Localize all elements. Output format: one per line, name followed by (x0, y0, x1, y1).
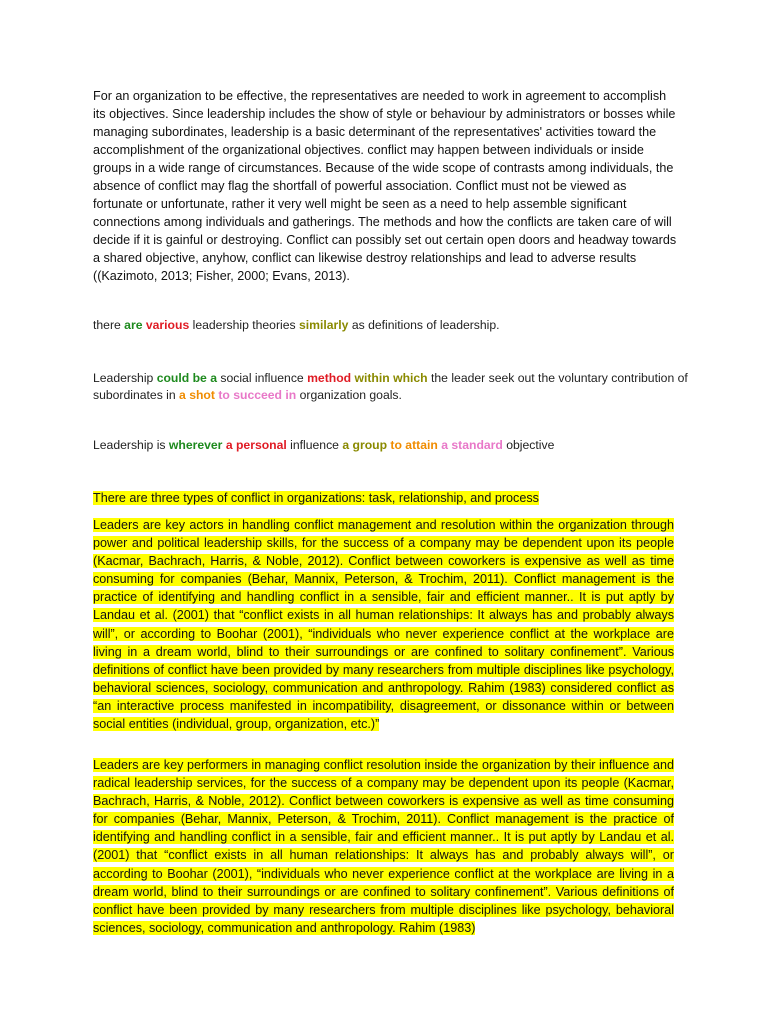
text-run: Leadership (93, 371, 157, 385)
text-run-olive: similarly (299, 318, 349, 332)
highlighted-paragraph-2-text: Leaders are key performers in managing conflict resolution inside the organization by their influence and radical leadership services, for the success of a company may be dependent upon its people (Kacmar, Bachrach, Harris, & Noble, 2012). Conflict between coworkers is expensive as well as time consuming for companies (Behar, Mannix, Peterson, & Trochim, 2011). Conflict management is the practice of identifying and handling conflict in a sensible, fair and efficient manner.. It is put aptly by Landau et al. (2001) that “conflict exists in all human relationships: It always has and probably always will”, or according to Boohar (2001), “individuals who never experience conflict at the workplace are living in a dream world, blind to their surroundings or are confined to solitary confinement”. Various definitions of conflict have been provided by many researchers from multiple disciplines like psychology, behavioral sciences, sociology, communication and anthropology. Rahim (1983) (93, 758, 674, 935)
highlighted-heading-text: There are three types of conflict in organizations: task, relationship, and process (93, 491, 539, 505)
intro-paragraph: For an organization to be effective, the representatives are needed to work in agreement to accomplish its objectives. Since leadership includes the show of style or behaviour by administrators or bosses while managing subordinates, leadership is a basic determinant of the representatives' activities toward the accomplishment of the organizational objectives. conflict may happen between individuals or inside groups in a wide range of circumstances. Because of the wide scope of contrasts among individuals, the absence of conflict may flag the shortfall of powerful association. Conflict must not be viewed as fortunate or unfortunate, rather it very well might be seen as a need to help assemble significant connections among individuals and gatherings. The methods and how the conflicts are taken care of will decide if it is gainful or destroying. Conflict can possibly set out certain open doors and headway towards a shared objective, anyhow, conflict can likewise destroy relationships and lead to adverse results ((Kazimoto, 2013; Fisher, 2000; Evans, 2013). (93, 89, 677, 283)
text-run-green: wherever (168, 438, 223, 452)
text-run-red: a personal (225, 438, 287, 452)
highlighted-heading (93, 489, 678, 507)
text-run: leadership theories (189, 318, 299, 332)
text-run: the leader seek out the voluntary contribution of subordinates in (93, 371, 688, 402)
colored-sentence-2 (93, 370, 693, 404)
highlighted-paragraph-1-text: Leaders are key actors in handling conflict management and resolution within the organization through power and political leadership skills, for the success of a company may be dependent upon its people (Kacmar, Bachrach, Harris, & Noble, 2012). Conflict between coworkers is expensive as well as time consuming for companies (Behar, Mannix, Peterson, & Trochim, 2011). Conflict management is the practice of identifying and handling conflict in a sensible, fair and efficient manner.. It is put aptly by Landau et al. (2001) that “conflict exists in all human relationships: It always has and probably always will”, or according to Boohar (2001), “individuals who never experience conflict at the workplace are living in a dream world, blind to their surroundings or are confined to solitary confinement”. Various definitions of conflict have been provided by many researchers from multiple disciplines like psychology, behavioral sciences, sociology, communication and anthropology. Rahim (1983) considered conflict as “an interactive process manifested in incompatibility, disagreement, or dissonance within or between social entities (individual, group, organization, etc.)” (93, 518, 674, 732)
text-run: objective (502, 438, 555, 452)
text-run-pink: to succeed in (218, 388, 297, 402)
text-run: influence (286, 438, 343, 452)
highlighted-paragraph-2 (93, 756, 674, 936)
text-run: social influence (216, 371, 308, 385)
text-run-green: could be a (156, 371, 217, 385)
text-run: as definitions of leadership. (348, 318, 500, 332)
text-run: Leadership is (93, 438, 169, 452)
text-run-olive: a group (342, 438, 388, 452)
text-run-orange: to attain (390, 438, 438, 452)
colored-sentence-1 (93, 317, 693, 334)
highlighted-paragraph-1 (93, 516, 674, 733)
text-run-green: are (124, 318, 143, 332)
text-run: there (93, 318, 125, 332)
text-run: organization goals. (296, 388, 402, 402)
text-run-olive: within which (354, 371, 428, 385)
text-run-red: various (145, 318, 190, 332)
text-run-orange: a shot (179, 388, 215, 402)
text-run-pink: a standard (441, 438, 503, 452)
text-run-red: method (307, 371, 352, 385)
colored-sentence-3 (93, 437, 693, 454)
